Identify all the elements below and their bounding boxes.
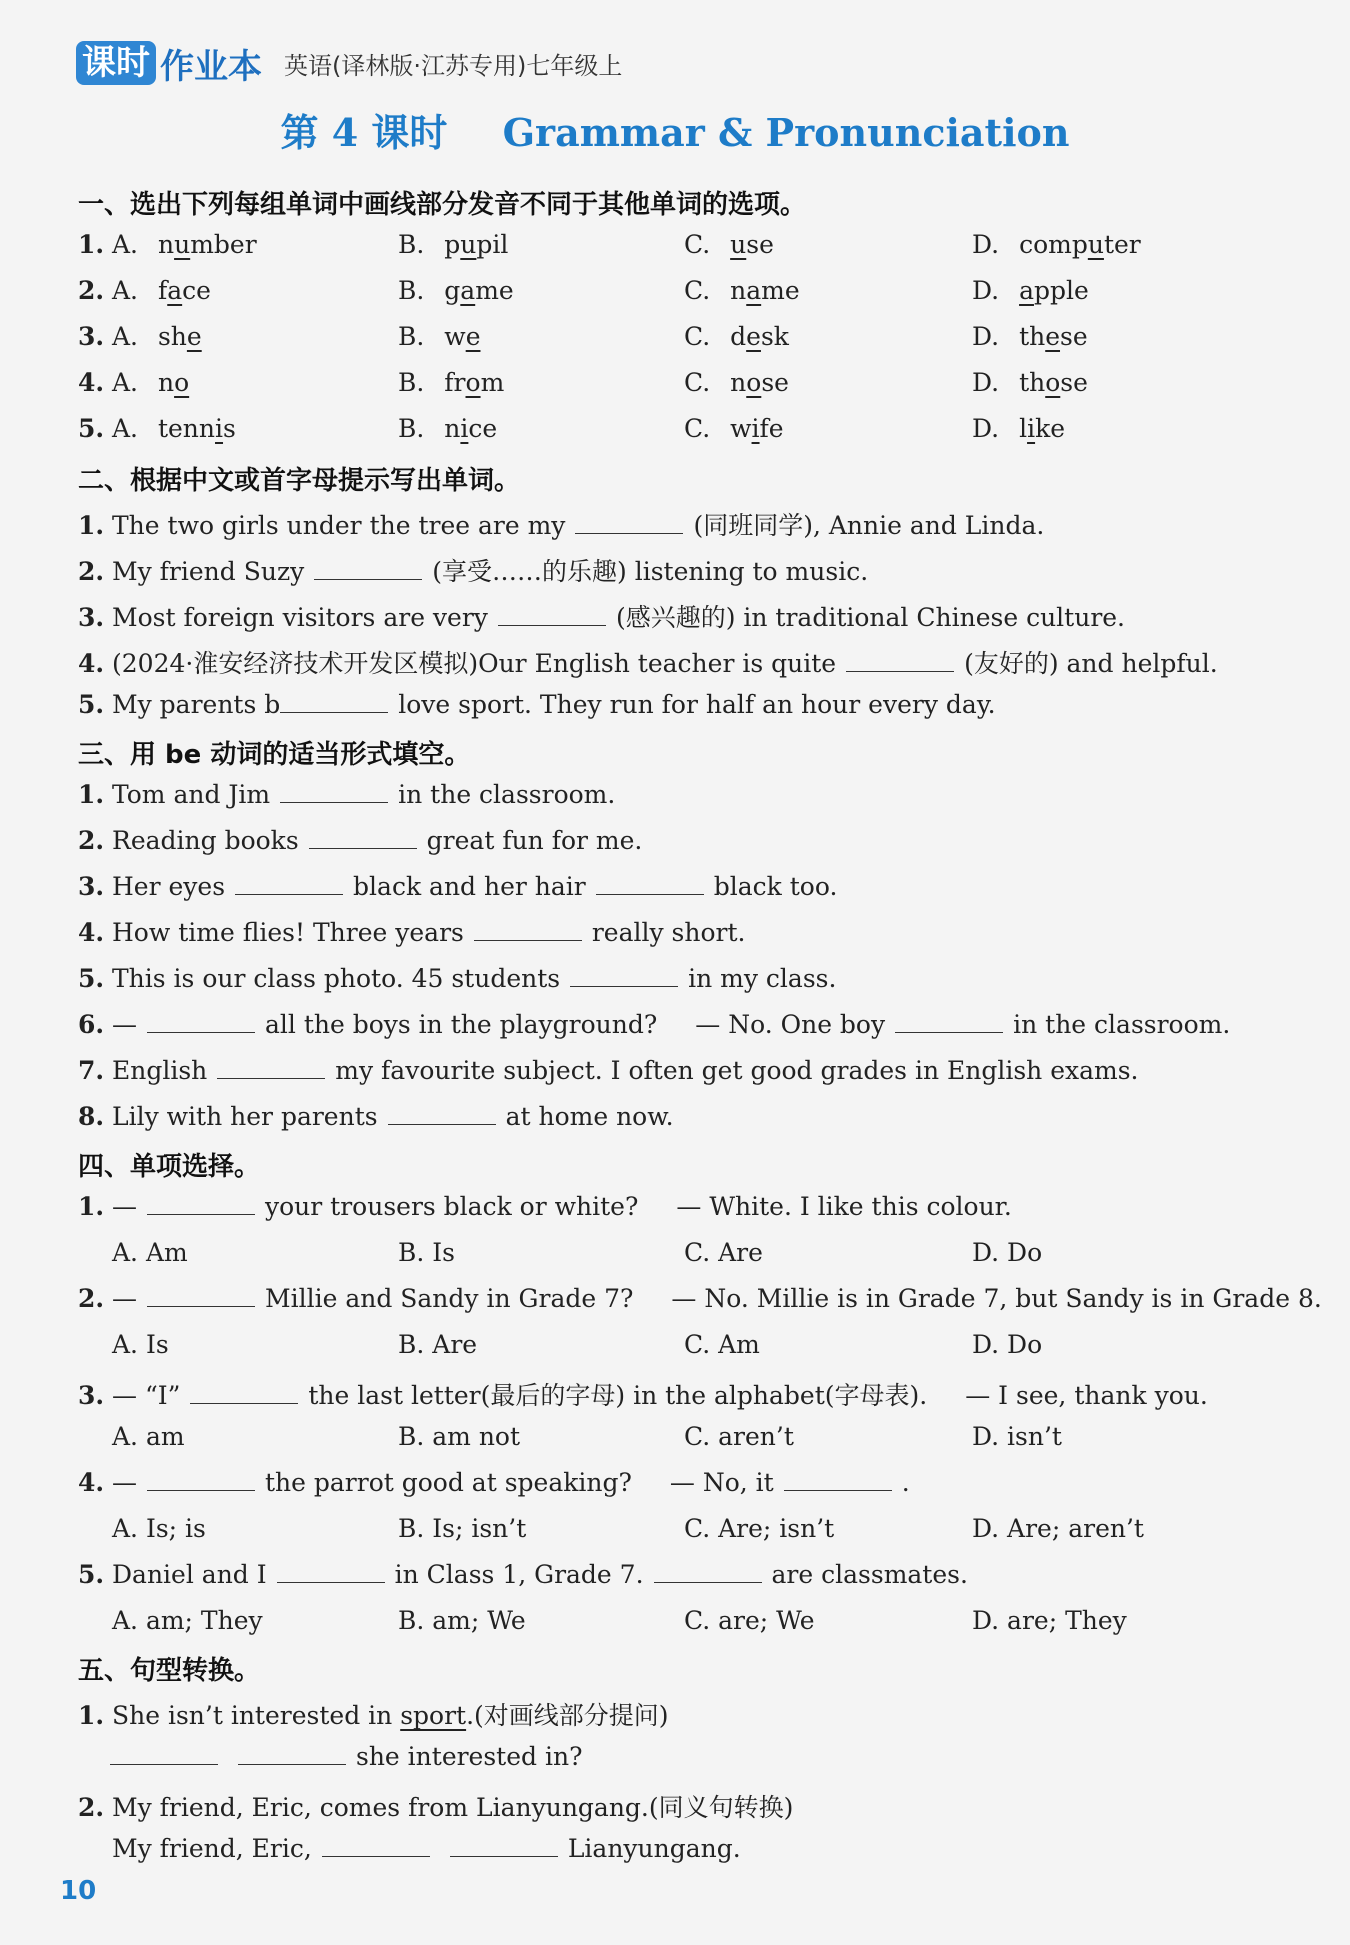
word-part: w [444,322,466,351]
s2-question-1: 1. The two girls under the tree are my (同班同学), Annie and Linda. [78,511,1045,540]
underlined-letter: a [167,276,183,305]
word-part: ce [182,276,211,305]
choice-option[interactable] [112,414,236,443]
choice-option[interactable] [972,414,1065,443]
option-letter: A. [112,368,139,397]
word-part: comp [1019,230,1088,259]
option-letter: A. [112,322,139,351]
word-part: me [475,276,514,305]
choice-option[interactable]: A. am; They [112,1606,263,1635]
underlined-letter: u [174,230,191,259]
underlined-letter: o [174,368,190,397]
page-title [0,102,1350,157]
word-part: l [1019,414,1028,443]
answer-blank[interactable] [784,1468,892,1491]
word-part: f [157,276,168,305]
answer-blank[interactable] [596,872,704,895]
s5-question-1-answer: she interested in? [100,1742,582,1771]
word-part: n [730,276,747,305]
option-letter: C. [684,414,711,443]
question-number: 5. [78,414,105,443]
answer-blank[interactable] [147,1010,255,1033]
logo: 课时 [76,41,156,85]
word-part: ter [1103,230,1141,259]
s4-question-4: 4. — the parrot good at speaking? — No, it . [78,1468,910,1497]
s4-question-2: 2. — Millie and Sandy in Grade 7? — No. Millie is in Grade 7, but Sandy is in Grade 8. [78,1284,1322,1313]
option-letter: C. [684,368,711,397]
question-number: 1. [78,230,105,259]
choice-option[interactable]: D. Do [972,1330,1043,1359]
answer-blank[interactable] [570,964,678,987]
word-part: mber [190,230,257,259]
s3-question-5: 5. This is our class photo. 45 students in my class. [78,964,837,993]
answer-blank[interactable] [450,1834,558,1857]
underlined-letter: u [1087,230,1104,259]
choice-option[interactable]: C. Are [684,1238,763,1267]
choice-option[interactable] [112,276,211,305]
word-part: sh [157,322,187,351]
s3-question-8: 8. Lily with her parents at home now. [78,1102,674,1131]
underlined-letter: o [1045,368,1061,397]
s4-question-1: 1. — your trousers black or white? — White. I like this colour. [78,1192,1012,1221]
word-part: m [480,368,505,397]
underlined-letter: e [1045,322,1061,351]
logo-text: 作业本 [160,46,262,87]
choice-option[interactable]: B. Are [398,1330,478,1359]
word-part: n [157,368,175,397]
word-part: d [730,322,747,351]
question-number: 4. [78,368,105,397]
choice-option[interactable] [684,276,800,305]
underlined-letter: i [751,414,760,443]
choice-option[interactable] [112,368,189,397]
option-letter: B. [398,414,425,443]
underlined-letter: e [465,322,481,351]
lesson-topic: Grammar & Pronunciation [502,110,1070,155]
option-letter: D. [972,414,1000,443]
underlined-letter: i [460,414,469,443]
word-part: sk [760,322,789,351]
choice-option[interactable]: C. aren’t [684,1422,794,1451]
choice-option[interactable]: D. Are; aren’t [972,1514,1144,1543]
option-letter: A. [112,230,139,259]
answer-blank[interactable] [846,649,954,672]
choice-option[interactable]: B. am not [398,1422,521,1451]
option-letter: C. [684,276,711,305]
word-part: w [730,414,752,443]
choice-option[interactable] [112,322,202,351]
answer-blank[interactable] [498,603,606,626]
s3-question-6: 6. — all the boys in the playground? — No. One boy in the classroom. [78,1010,1231,1039]
choice-option[interactable]: B. Is [398,1238,455,1267]
option-letter: B. [398,368,425,397]
word-part: se [1060,368,1088,397]
answer-blank[interactable] [277,1560,385,1583]
answer-blank[interactable] [235,872,343,895]
choice-option[interactable] [972,322,1088,351]
question-number: 3. [78,322,105,351]
option-letter: D. [972,368,1000,397]
option-letter: B. [398,230,425,259]
s2-question-4: 4. (2024·淮安经济技术开发区模拟)Our English teacher is quite (友好的) and helpful. [78,649,1218,678]
word-part: pil [476,230,509,259]
word-part: th [1019,322,1046,351]
word-part: pple [1033,276,1089,305]
s3-question-1: 1. Tom and Jim in the classroom. [78,780,616,809]
s3-question-7: 7. English my favourite subject. I often get good grades in English exams. [78,1056,1139,1085]
choice-option[interactable]: B. am; We [398,1606,526,1635]
s2-question-2: 2. My friend Suzy (享受……的乐趣) listening to music. [78,557,869,586]
s3-question-4: 4. How time flies! Three years really short. [78,918,746,947]
header [76,38,622,88]
choice-option[interactable]: D. Do [972,1238,1043,1267]
question-number: 2. [78,276,105,305]
option-letter: A. [112,276,139,305]
word-part: se [746,230,774,259]
section-3-heading: 三、用 be 动词的适当形式填空。 [78,740,471,770]
s5-question-2: 2. My friend, Eric, comes from Lianyungang.(同义句转换) [78,1793,794,1822]
word-part: n [730,368,747,397]
answer-blank[interactable] [280,690,388,713]
section-4-heading: 四、单项选择。 [78,1152,261,1182]
choice-option[interactable]: C. are; We [684,1606,815,1635]
choice-option[interactable]: A. Am [112,1238,188,1267]
answer-blank[interactable] [309,826,417,849]
word-part: me [761,276,800,305]
word-part: n [444,414,461,443]
underlined-letter: o [746,368,762,397]
word-part: fe [759,414,784,443]
s5-question-1: 1. She isn’t interested in sport.(对画线部分提问) [78,1701,669,1730]
underlined-letter: i [215,414,224,443]
answer-blank[interactable] [190,1381,298,1404]
option-letter: A. [112,414,139,443]
choice-option[interactable] [684,322,789,351]
answer-blank[interactable] [654,1560,762,1583]
word-part: se [1060,322,1088,351]
choice-option[interactable] [972,230,1141,259]
word-part: s [223,414,236,443]
answer-blank[interactable] [147,1284,255,1307]
book-subtitle: 英语(译林版·江苏专用)七年级上 [284,51,623,80]
choice-option[interactable] [684,230,774,259]
choice-option[interactable] [972,276,1089,305]
option-letter: C. [684,322,711,351]
choice-option[interactable]: B. Is; isn’t [398,1514,527,1543]
option-letter: D. [972,276,1000,305]
answer-blank[interactable] [238,1742,346,1765]
choice-option[interactable]: D. are; They [972,1606,1127,1635]
section-5-heading: 五、句型转换。 [78,1656,261,1686]
word-part: tenn [157,414,216,443]
s4-question-5: 5. Daniel and I in Class 1, Grade 7. are classmates. [78,1560,968,1589]
underlined-letter: i [1027,414,1036,443]
choice-option[interactable] [972,368,1088,397]
s2-question-3: 3. Most foreign visitors are very (感兴趣的) in traditional Chinese culture. [78,603,1126,632]
choice-option[interactable]: C. Are; isn’t [684,1514,835,1543]
page-number: 10 [60,1876,97,1906]
choice-option[interactable] [398,414,497,443]
word-part: ke [1035,414,1066,443]
answer-blank[interactable] [388,1102,496,1125]
answer-blank[interactable] [895,1010,1003,1033]
choice-option[interactable] [398,368,504,397]
choice-option[interactable]: A. Is [112,1330,169,1359]
s2-question-5: 5. My parents b love sport. They run for half an hour every day. [78,690,996,719]
word-part: g [444,276,461,305]
choice-option[interactable] [398,276,514,305]
choice-option[interactable] [398,230,508,259]
underlined-letter: u [730,230,747,259]
word-part: fr [444,368,466,397]
option-letter: C. [684,230,711,259]
choice-option[interactable]: A. Is; is [112,1514,206,1543]
choice-option[interactable]: C. Am [684,1330,760,1359]
underlined-letter: e [746,322,761,351]
lesson-number: 第 4 课时 [280,110,448,155]
answer-blank[interactable] [147,1468,255,1491]
word-part: p [444,230,461,259]
choice-option[interactable] [684,368,789,397]
answer-blank[interactable] [110,1742,218,1765]
choice-option[interactable] [684,414,784,443]
s3-question-3: 3. Her eyes black and her hair black too. [78,872,838,901]
s4-question-3: 3. — “I” the last letter(最后的字母) in the alphabet(字母表). — I see, thank you. [78,1381,1208,1410]
underlined-letter: o [465,368,481,397]
underlined-letter: u [460,230,477,259]
choice-option[interactable]: D. isn’t [972,1422,1062,1451]
word-part: se [761,368,789,397]
answer-blank[interactable] [575,511,683,534]
choice-option[interactable] [398,322,480,351]
underlined-letter: a [460,276,476,305]
answer-blank[interactable] [314,557,422,580]
s3-question-2: 2. Reading books great fun for me. [78,826,643,855]
option-letter: B. [398,322,425,351]
answer-blank[interactable] [322,1834,430,1857]
word-part: ce [468,414,498,443]
underlined-letter: a [1019,276,1034,305]
word-part: th [1019,368,1046,397]
s5-question-2-answer: My friend, Eric, Lianyungang. [112,1834,741,1863]
answer-blank[interactable] [217,1056,325,1079]
answer-blank[interactable] [474,918,582,941]
option-letter: D. [972,322,1000,351]
choice-option[interactable]: A. am [112,1422,185,1451]
answer-blank[interactable] [147,1192,255,1215]
option-letter: D. [972,230,1000,259]
underlined-word: sport [400,1701,467,1730]
option-letter: B. [398,276,425,305]
choice-option[interactable] [112,230,257,259]
section-2-heading: 二、根据中文或首字母提示写出单词。 [78,466,521,496]
underlined-letter: a [746,276,762,305]
section-1-heading: 一、选出下列每组单词中画线部分发音不同于其他单词的选项。 [78,190,807,220]
answer-blank[interactable] [280,780,388,803]
underlined-letter: e [186,322,202,351]
word-part: n [157,230,175,259]
